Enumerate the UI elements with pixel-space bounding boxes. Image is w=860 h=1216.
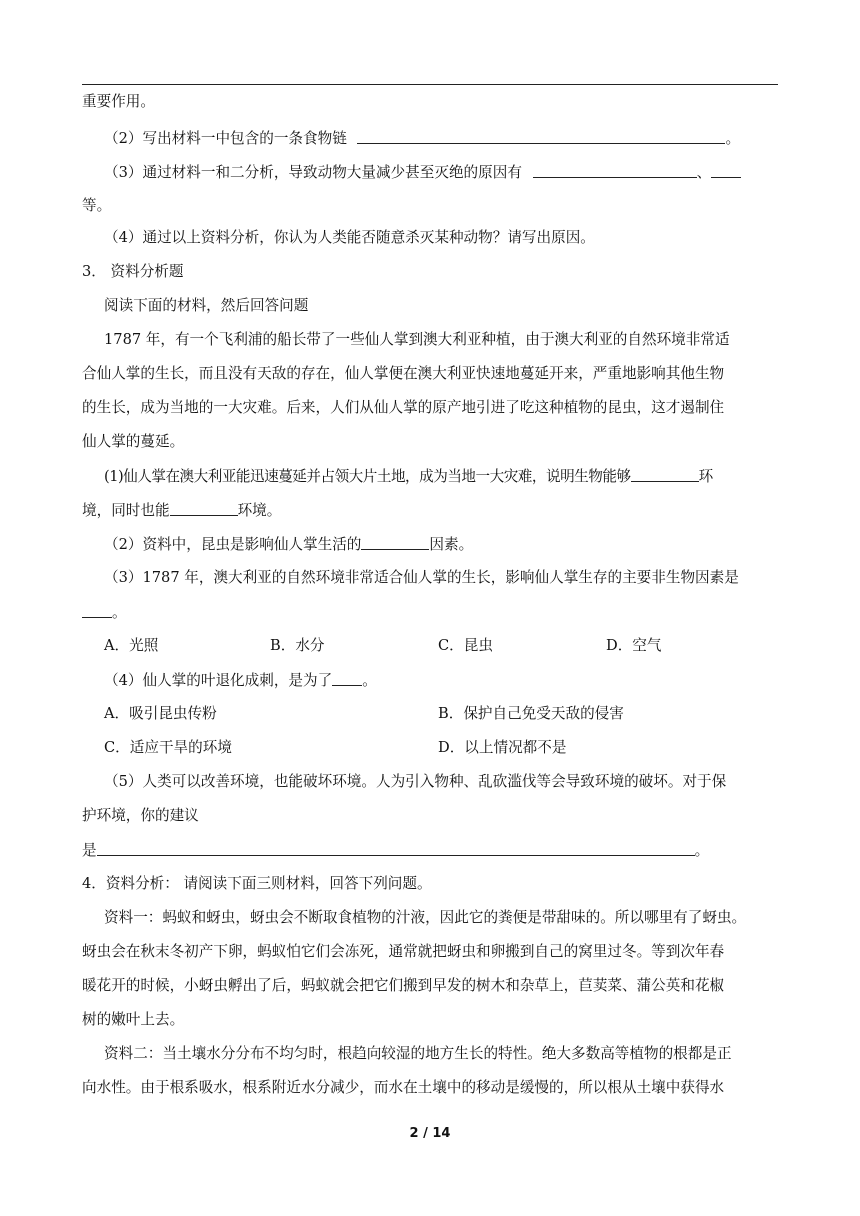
question-3-4 bbox=[104, 670, 377, 691]
text-line: 阅读下面的材料，然后回答问题 bbox=[104, 297, 309, 314]
question-text: （2）资料中，昆虫是影响仙人掌生活的 bbox=[104, 536, 362, 553]
option-d[interactable]: D．空气 bbox=[606, 637, 662, 654]
question-3-5: （5）人类可以改善环境，也能破坏环境。人为引入物种、乱砍滥伐等会导致环境的破坏。对于保 bbox=[104, 773, 727, 790]
answer-blank[interactable] bbox=[332, 670, 362, 686]
question-text: 因素。 bbox=[429, 536, 474, 553]
text-line: 蚜虫会在秋末冬初产下卵，蚂蚁怕它们会冻死，通常就把蚜虫和卵搬到自己的窝里过冬。等到次年春 bbox=[82, 943, 725, 960]
option-c[interactable]: C．适应干旱的环境 bbox=[104, 739, 232, 756]
text-line: 合仙人掌的生长，而且没有天敌的存在，仙人掌便在澳大利亚快速地蔓延开来，严重地影响其他生物 bbox=[82, 365, 725, 382]
question-3-title: 3． 资料分析题 bbox=[82, 263, 184, 280]
question-text: (1)仙人掌在澳大利亚能迅速蔓延并占领大片土地，成为当地一大灾难，说明生物能够 bbox=[104, 468, 631, 485]
answer-blank[interactable] bbox=[711, 162, 741, 178]
option-d[interactable]: D．以上情况都不是 bbox=[438, 739, 567, 756]
question-3-1-cont bbox=[82, 500, 281, 521]
page-number: 2 / 14 bbox=[409, 1126, 451, 1141]
option-a[interactable]: A．光照 bbox=[104, 637, 159, 654]
punctuation: 。 bbox=[725, 130, 741, 147]
punctuation: 。 bbox=[112, 604, 127, 621]
question-text: （2）写出材料一中包含的一条食物链 bbox=[104, 130, 347, 147]
text-line: 向水性。由于根系吸水，根系附近水分减少，而水在土壤中的移动是缓慢的，所以根从土壤中获得水 bbox=[82, 1079, 725, 1096]
question-3-5-answer bbox=[82, 840, 709, 861]
text-line: 的生长，成为当地的一大灾难。后来，人们从仙人掌的原产地引进了吃这种植物的昆虫，这才遏制住 bbox=[82, 399, 725, 416]
answer-blank[interactable] bbox=[357, 128, 725, 144]
header-rule bbox=[82, 84, 778, 85]
option-a[interactable]: A．吸引昆虫传粉 bbox=[104, 705, 217, 722]
option-b[interactable]: B．保护自己免受天敌的侵害 bbox=[438, 705, 624, 722]
question-text: 环 bbox=[698, 468, 713, 485]
text-line: 重要作用。 bbox=[82, 93, 155, 110]
answer-blank[interactable] bbox=[82, 602, 112, 618]
answer-blank[interactable] bbox=[631, 466, 699, 482]
text-line: 1787 年，有一个飞利浦的船长带了一些仙人掌到澳大利亚种植，由于澳大利亚的自然环境非常适 bbox=[104, 331, 730, 348]
text-line: 资料一：蚂蚁和蚜虫，蚜虫会不断取食植物的汁液，因此它的粪便是带甜味的。所以哪里有了蚜虫。 bbox=[104, 909, 747, 926]
question-2-3 bbox=[104, 162, 741, 183]
answer-blank[interactable] bbox=[361, 534, 429, 550]
text-line: 仙人掌的蔓延。 bbox=[82, 433, 185, 450]
option-b[interactable]: B．水分 bbox=[270, 637, 325, 654]
question-3-5-cont: 护环境，你的建议 bbox=[82, 807, 199, 824]
question-text: （4）仙人掌的叶退化成刺，是为了 bbox=[104, 672, 333, 689]
question-3-3: （3）1787 年，澳大利亚的自然环境非常适合仙人掌的生长，影响仙人掌生存的主要非生物因素是 bbox=[104, 569, 739, 586]
text-line: 树的嫩叶上去。 bbox=[82, 1011, 185, 1028]
question-text: 是 bbox=[82, 842, 97, 859]
punctuation: 。 bbox=[362, 672, 377, 689]
question-3-3-cont bbox=[82, 602, 127, 623]
question-text: 环境。 bbox=[237, 502, 282, 519]
question-3-2 bbox=[104, 534, 473, 555]
question-text: 境，同时也能 bbox=[82, 502, 170, 519]
question-2-4: （4）通过以上资料分析，你认为人类能否随意杀灭某种动物？请写出原因。 bbox=[104, 229, 595, 246]
text-line: 等。 bbox=[82, 197, 112, 214]
question-3-1 bbox=[104, 466, 713, 487]
text-line: 资料二：当土壤水分分布不均匀时，根趋向较湿的地方生长的特性。绝大多数高等植物的根都是正 bbox=[104, 1045, 732, 1062]
option-c[interactable]: C．昆虫 bbox=[438, 637, 493, 654]
question-2-2 bbox=[104, 128, 740, 149]
answer-blank[interactable] bbox=[97, 840, 695, 856]
question-4-title: 4．资料分析： 请阅读下面三则材料，回答下列问题。 bbox=[82, 875, 432, 892]
answer-blank[interactable] bbox=[170, 500, 238, 516]
text-line: 暖花开的时候，小蚜虫孵出了后，蚂蚁就会把它们搬到早发的树木和杂草上，苣荬菜、蒲公英和花椒 bbox=[82, 977, 725, 994]
question-text: （3）通过材料一和二分析，导致动物大量减少甚至灭绝的原因有 bbox=[104, 164, 522, 181]
answer-blank[interactable] bbox=[533, 162, 697, 178]
punctuation: 。 bbox=[694, 842, 710, 859]
punctuation: 、 bbox=[696, 164, 712, 181]
